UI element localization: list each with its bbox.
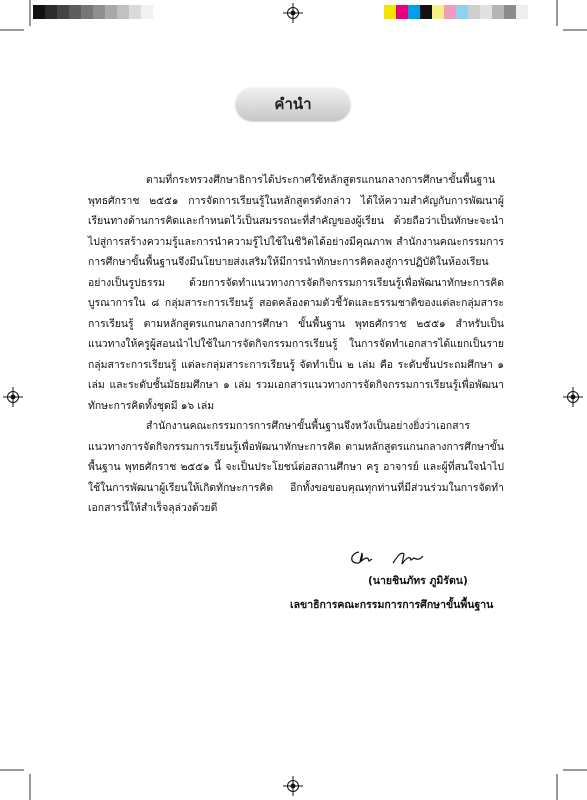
registration-mark-top xyxy=(283,3,303,23)
registration-mark-left xyxy=(3,387,23,407)
handwritten-signature xyxy=(347,544,443,570)
signatory-name: (นายชินภัทร ภูมิรัตน) xyxy=(368,575,468,587)
registration-mark-bottom xyxy=(283,776,303,796)
preface-body xyxy=(88,170,504,519)
signatory-position: เลขาธิการคณะกรรมการการศึกษาขั้นพื้นฐาน xyxy=(290,599,494,611)
registration-mark-right xyxy=(563,387,583,407)
paragraph-1: ตามที่กระทรวงศึกษาธิการได้ประกาศใช้หลักสูตรแกนกลางการศึกษาขั้นพื้นฐาน พุทธศักราช ๒๕๕๑ การจัดการเรียนรู้ในหลักสูตรดังกล่าว ได้ให้ความสำคัญกับการพัฒนาผู้เรียนทางด้านการคิดและกำหนดไว้เป็นสมรรถนะที่สำคัญของผู้เรียน ด้วยถือว่าเป็นทักษะจะนำไปสู่การสร้างความรู้และการนำความรู้ไปใช้ในชีวิตได้อย่างมีคุณภาพ สำนักงานคณะกรรมการการศึกษาขั้นพื้นฐานจึงมีนโยบายส่งเสริมให้มีการนำทักษะการคิดลงสู่การปฏิบัติในห้องเรียนอย่างเป็นรูปธรรม ด้วยการจัดทำแนวทางการจัดกิจกรรมการเรียนรู้เพื่อพัฒนาทักษะการคิดบูรณาการใน ๘ กลุ่มสาระการเรียนรู้ สอดคล้องตามตัวชี้วัดและธรรมชาติของแต่ละกลุ่มสาระการเรียนรู้ ตามหลักสูตรแกนกลางการศึกษา ขั้นพื้นฐาน พุทธศักราช ๒๕๕๑ สำหรับเป็นแนวทางให้ครูผู้สอนนำไปใช้ในการจัดกิจกรรมการเรียนรู้ ในการจัดทำเอกสารได้แยกเป็นรายกลุ่มสาระการเรียนรู้ แต่ละกลุ่มสาระการเรียนรู้ จัดทำเป็น ๒ เล่ม คือ ระดับชั้นประถมศึกษา ๑ เล่ม และระดับชั้นมัธยมศึกษา ๑ เล่ม รวมเอกสารแนวทางการจัดกิจกรรมการเรียนรู้เพื่อพัฒนาทักษะการคิดทั้งชุดมี ๑๖ เล่ม xyxy=(88,174,504,412)
page-title: คำนำ xyxy=(236,88,350,120)
paragraph-2: สำนักงานคณะกรรมการการศึกษาขั้นพื้นฐานจึงหวังเป็นอย่างยิ่งว่าเอกสารแนวทางการจัดกิจกรรมการเรียนรู้เพื่อพัฒนาทักษะการคิด ตามหลักสูตรแกนกลางการศึกษาขั้นพื้นฐาน พุทธศักราช ๒๕๕๑ นี้ จะเป็นประโยชน์ต่อสถานศึกษา ครู อาจารย์ และผู้ที่สนใจนำไปใช้ในการพัฒนาผู้เรียนให้เกิดทักษะการคิด อีกทั้งขอขอบคุณทุกท่านที่มีส่วนร่วมในการจัดทำเอกสารนี้ให้สำเร็จลุล่วงด้วยดี xyxy=(88,420,504,514)
